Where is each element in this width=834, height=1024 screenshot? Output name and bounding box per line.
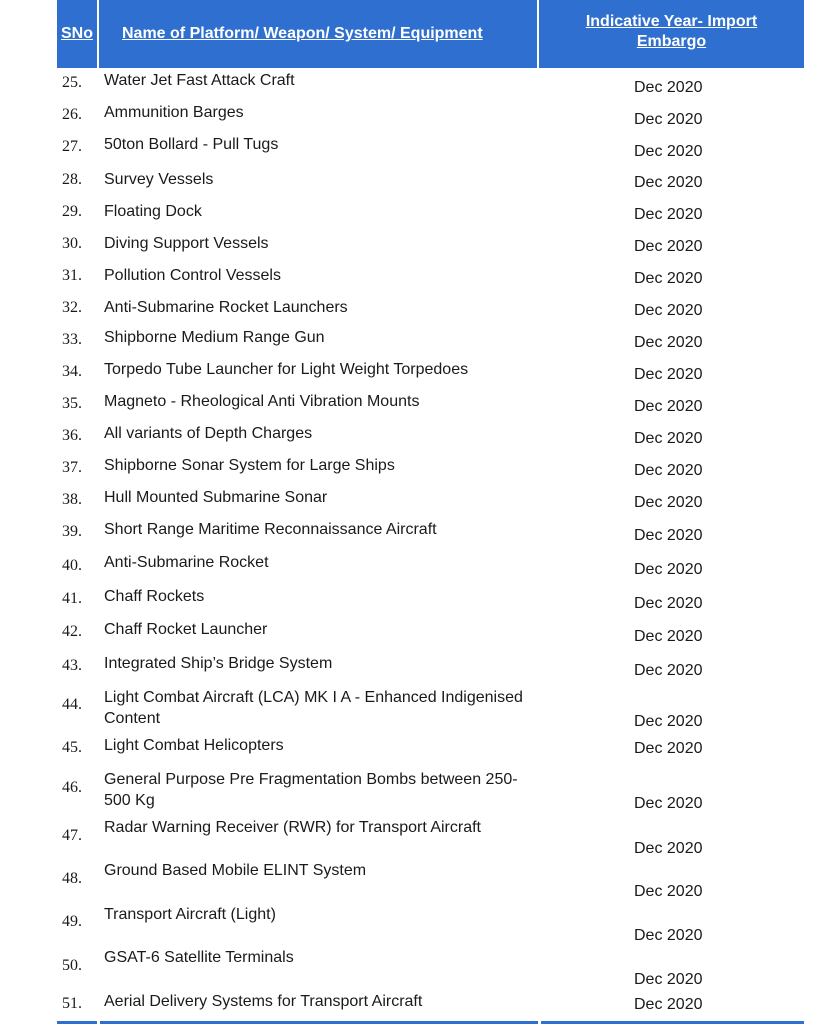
row-year: Dec 2020 [634, 494, 703, 511]
row-year: Dec 2020 [634, 795, 703, 812]
row-sno: 27. [62, 138, 82, 155]
row-year: Dec 2020 [634, 996, 703, 1013]
row-year: Dec 2020 [634, 398, 703, 415]
row-name: Transport Aircraft (Light) [104, 906, 276, 923]
row-year: Dec 2020 [634, 143, 703, 160]
row-sno: 36. [62, 427, 82, 444]
row-sno: 32. [62, 299, 82, 316]
row-name: Chaff Rocket Launcher [104, 621, 268, 638]
row-name: General Purpose Pre Fragmentation Bombs between 250-500 Kg [104, 771, 518, 809]
row-name: Ammunition Barges [104, 104, 244, 121]
row-sno: 34. [62, 363, 82, 380]
row-sno: 46. [62, 779, 82, 796]
row-sno: 25. [62, 74, 82, 91]
row-sno: 26. [62, 106, 82, 123]
row-sno: 37. [62, 459, 82, 476]
header-year [539, 0, 804, 68]
row-year: Dec 2020 [634, 840, 703, 857]
row-year: Dec 2020 [634, 334, 703, 351]
row-sno: 39. [62, 523, 82, 540]
row-year: Dec 2020 [634, 430, 703, 447]
row-year: Dec 2020 [634, 527, 703, 544]
row-year: Dec 2020 [634, 713, 703, 730]
row-name: Ground Based Mobile ELINT System [104, 862, 367, 879]
row-sno: 43. [62, 657, 82, 674]
row-name: All variants of Depth Charges [104, 425, 313, 442]
row-sno: 47. [62, 827, 82, 844]
row-year: Dec 2020 [634, 270, 703, 287]
row-sno: 44. [62, 696, 82, 713]
row-name: Anti-Submarine Rocket Launchers [104, 299, 348, 316]
row-year: Dec 2020 [634, 595, 703, 612]
row-year: Dec 2020 [634, 628, 703, 645]
row-year: Dec 2020 [634, 662, 703, 679]
row-name: Light Combat Helicopters [104, 737, 284, 754]
header-sno: SNo [57, 0, 99, 68]
row-name: GSAT-6 Satellite Terminals [104, 949, 294, 966]
row-year: Dec 2020 [634, 462, 703, 479]
row-name: Floating Dock [104, 203, 202, 220]
row-name: Chaff Rockets [104, 588, 205, 605]
row-sno: 49. [62, 913, 82, 930]
row-name: Survey Vessels [104, 171, 214, 188]
row-sno: 35. [62, 395, 82, 412]
header-year-line1: Indicative Year- Import [585, 13, 758, 30]
header-name: Name of Platform/ Weapon/ System/ Equipment [99, 0, 539, 68]
row-name: Pollution Control Vessels [104, 267, 281, 284]
row-name: Aerial Delivery Systems for Transport Aircraft [104, 993, 423, 1010]
row-name: Radar Warning Receiver (RWR) for Transport Aircraft [104, 819, 481, 836]
row-name: Shipborne Medium Range Gun [104, 329, 325, 346]
row-year: Dec 2020 [634, 366, 703, 383]
row-name: 50ton Bollard - Pull Tugs [104, 136, 279, 153]
row-year: Dec 2020 [634, 238, 703, 255]
row-sno: 42. [62, 623, 82, 640]
row-year: Dec 2020 [634, 79, 703, 96]
row-sno: 50. [62, 957, 82, 974]
row-sno: 30. [62, 235, 82, 252]
row-sno: 38. [62, 491, 82, 508]
row-year: Dec 2020 [634, 740, 703, 757]
row-year: Dec 2020 [634, 302, 703, 319]
row-year: Dec 2020 [634, 927, 703, 944]
row-year: Dec 2020 [634, 206, 703, 223]
table-header [57, 0, 804, 68]
row-sno: 45. [62, 739, 82, 756]
row-sno: 31. [62, 267, 82, 284]
row-year: Dec 2020 [634, 971, 703, 988]
header-year-line2: Embargo [636, 33, 707, 50]
row-name: Light Combat Aircraft (LCA) MK I A - Enhanced Indigenised Content [104, 689, 523, 727]
row-name: Water Jet Fast Attack Craft [104, 72, 295, 89]
row-sno: 33. [62, 331, 82, 348]
row-year: Dec 2020 [634, 883, 703, 900]
row-name: Anti-Submarine Rocket [104, 554, 269, 571]
row-name: Integrated Ship’s Bridge System [104, 655, 333, 672]
row-name: Shipborne Sonar System for Large Ships [104, 457, 395, 474]
row-sno: 40. [62, 557, 82, 574]
row-name: Diving Support Vessels [104, 235, 269, 252]
row-year: Dec 2020 [634, 561, 703, 578]
row-sno: 48. [62, 870, 82, 887]
row-year: Dec 2020 [634, 174, 703, 191]
row-name: Short Range Maritime Reconnaissance Aircraft [104, 521, 437, 538]
row-sno: 51. [62, 995, 82, 1012]
row-sno: 29. [62, 203, 82, 220]
row-year: Dec 2020 [634, 111, 703, 128]
row-sno: 28. [62, 171, 82, 188]
row-name: Hull Mounted Submarine Sonar [104, 489, 328, 506]
row-sno: 41. [62, 590, 82, 607]
row-name: Torpedo Tube Launcher for Light Weight Torpedoes [104, 361, 469, 378]
row-name: Magneto - Rheological Anti Vibration Mounts [104, 393, 420, 410]
